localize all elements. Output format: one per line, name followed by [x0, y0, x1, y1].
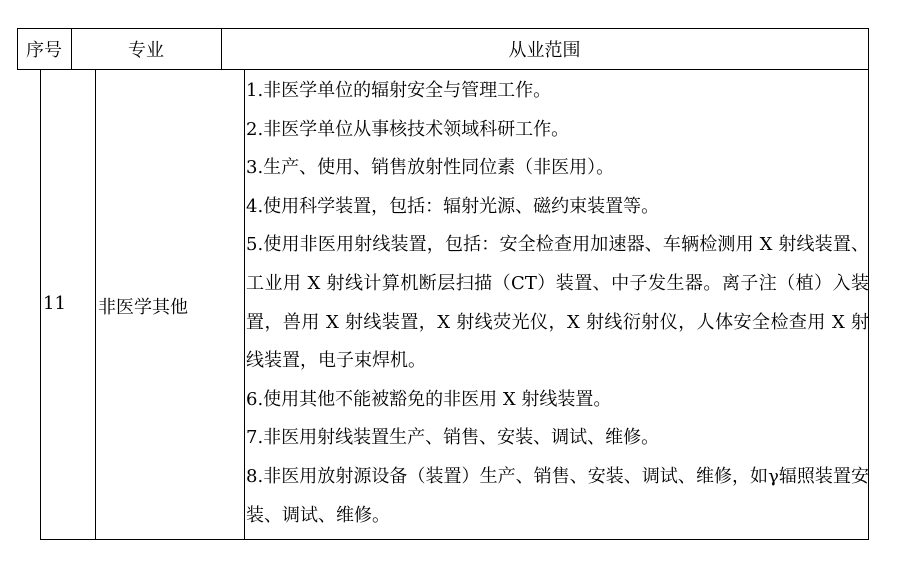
scope-item-8: 8.非医用放射源设备（装置）生产、销售、安装、调试、维修，如γ辐照装置安装、调试、维修。: [246, 465, 869, 526]
scope-item-4: 4.使用科学装置，包括：辐射光源、磁约束装置等。: [246, 195, 660, 217]
body-left-border: [40, 69, 41, 540]
row-major: 非医学其他: [98, 297, 188, 318]
row-scope: [246, 72, 869, 535]
scope-item-3: 3.生产、使用、销售放射性同位素（非医用）。: [246, 157, 615, 179]
body-divider-2: [244, 69, 245, 540]
scope-item-6: 6.使用其他不能被豁免的非医用 X 射线装置。: [246, 388, 612, 410]
header-right-border: [868, 28, 869, 70]
scope-item-5: 5.使用非医用射线装置，包括：安全检查用加速器、车辆检测用 X 射线装置、工业用 X 射线计算机断层扫描（CT）装置、中子发生器。离子注（植）入装置，兽用 X 射线装置，X 射线荧光仪，X 射线衍射仪，人体安全检查用 X 射线装置，电子束焊机。: [246, 234, 869, 372]
scope-item-7: 7.非医用射线装置生产、销售、安装、调试、维修。: [246, 427, 660, 449]
body-bottom-border: [40, 539, 869, 540]
header-major: 专业: [128, 40, 164, 61]
header-index: 序号: [26, 40, 62, 61]
scope-item-2: 2.非医学单位从事核技术领域科研工作。: [246, 118, 570, 140]
row-index: 11: [43, 293, 66, 314]
header-scope: 从业范围: [508, 40, 581, 61]
body-divider-1: [95, 69, 96, 540]
scope-item-1: 1.非医学单位的辐射安全与管理工作。: [246, 80, 552, 101]
